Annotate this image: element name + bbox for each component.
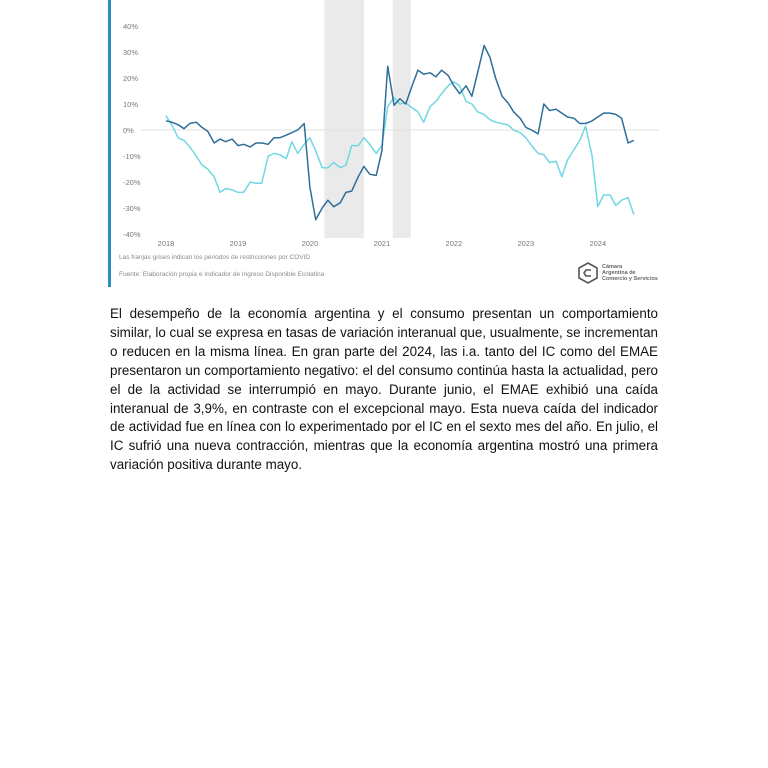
x-axis-ticks: [158, 239, 607, 248]
logo-line-1: Cámara: [602, 264, 623, 270]
logo-line-2: Argentina de: [602, 270, 636, 276]
x-tick-label: 2024: [589, 239, 607, 248]
x-tick-label: 2023: [517, 239, 535, 248]
x-tick-label: 2018: [157, 239, 175, 248]
line-chart: [111, 0, 666, 250]
y-tick-label: -20%: [123, 178, 141, 187]
source-note: Fuente: Elaboración propia e Indicador de Ingreso Disponible Ecolatina: [119, 271, 325, 278]
x-tick-label: 2021: [373, 239, 391, 248]
covid-bands: [324, 0, 410, 238]
y-tick-label: -40%: [123, 230, 141, 239]
y-tick-label: 20%: [123, 74, 139, 83]
x-tick-label: 2019: [229, 239, 247, 248]
y-tick-label: 0%: [123, 126, 134, 135]
x-tick-label: 2020: [301, 239, 319, 248]
logo-line-3: Comercio y Servicios: [602, 276, 658, 282]
y-tick-label: 10%: [123, 100, 139, 109]
covid-band-2: [393, 0, 411, 238]
covid-note: Las franjas grises indican los periodos de restricciones por COVID: [119, 254, 311, 261]
body-paragraph: El desempeño de la economía argentina y el consumo presentan un comportamiento similar, lo cual se expresa en tasas de variación interanual que, usualmente, se incrementan o reducen en la misma línea. En gran parte del 2024, las i.a. tanto del IC como del EMAE presentaron un comportamiento negativo: el del consumo continúa hasta la actualidad, pero el de la actividad se interrumpió en mayo. Durante junio, el EMAE exhibió una caída interanual de 3,9%, en contraste con el excepcional mayo. Esta nueva caída del indicador de actividad fue en línea con lo experimentado por el IC en el sexto mes del año. En julio, el IC sufrió una nueva contracción, mientras que la economía argentina mostró una primera variación positiva durante mayo.: [110, 306, 658, 473]
y-tick-label: -30%: [123, 204, 141, 213]
cac-logo-icon: [577, 262, 599, 284]
chart-panel: [108, 0, 666, 287]
y-tick-label: 40%: [123, 22, 139, 31]
cac-logo: [577, 262, 663, 284]
logo-text: [602, 264, 658, 282]
y-tick-label: 30%: [123, 48, 139, 57]
y-tick-label: -10%: [123, 152, 141, 161]
y-axis-ticks: [123, 22, 659, 239]
x-tick-label: 2022: [445, 239, 463, 248]
